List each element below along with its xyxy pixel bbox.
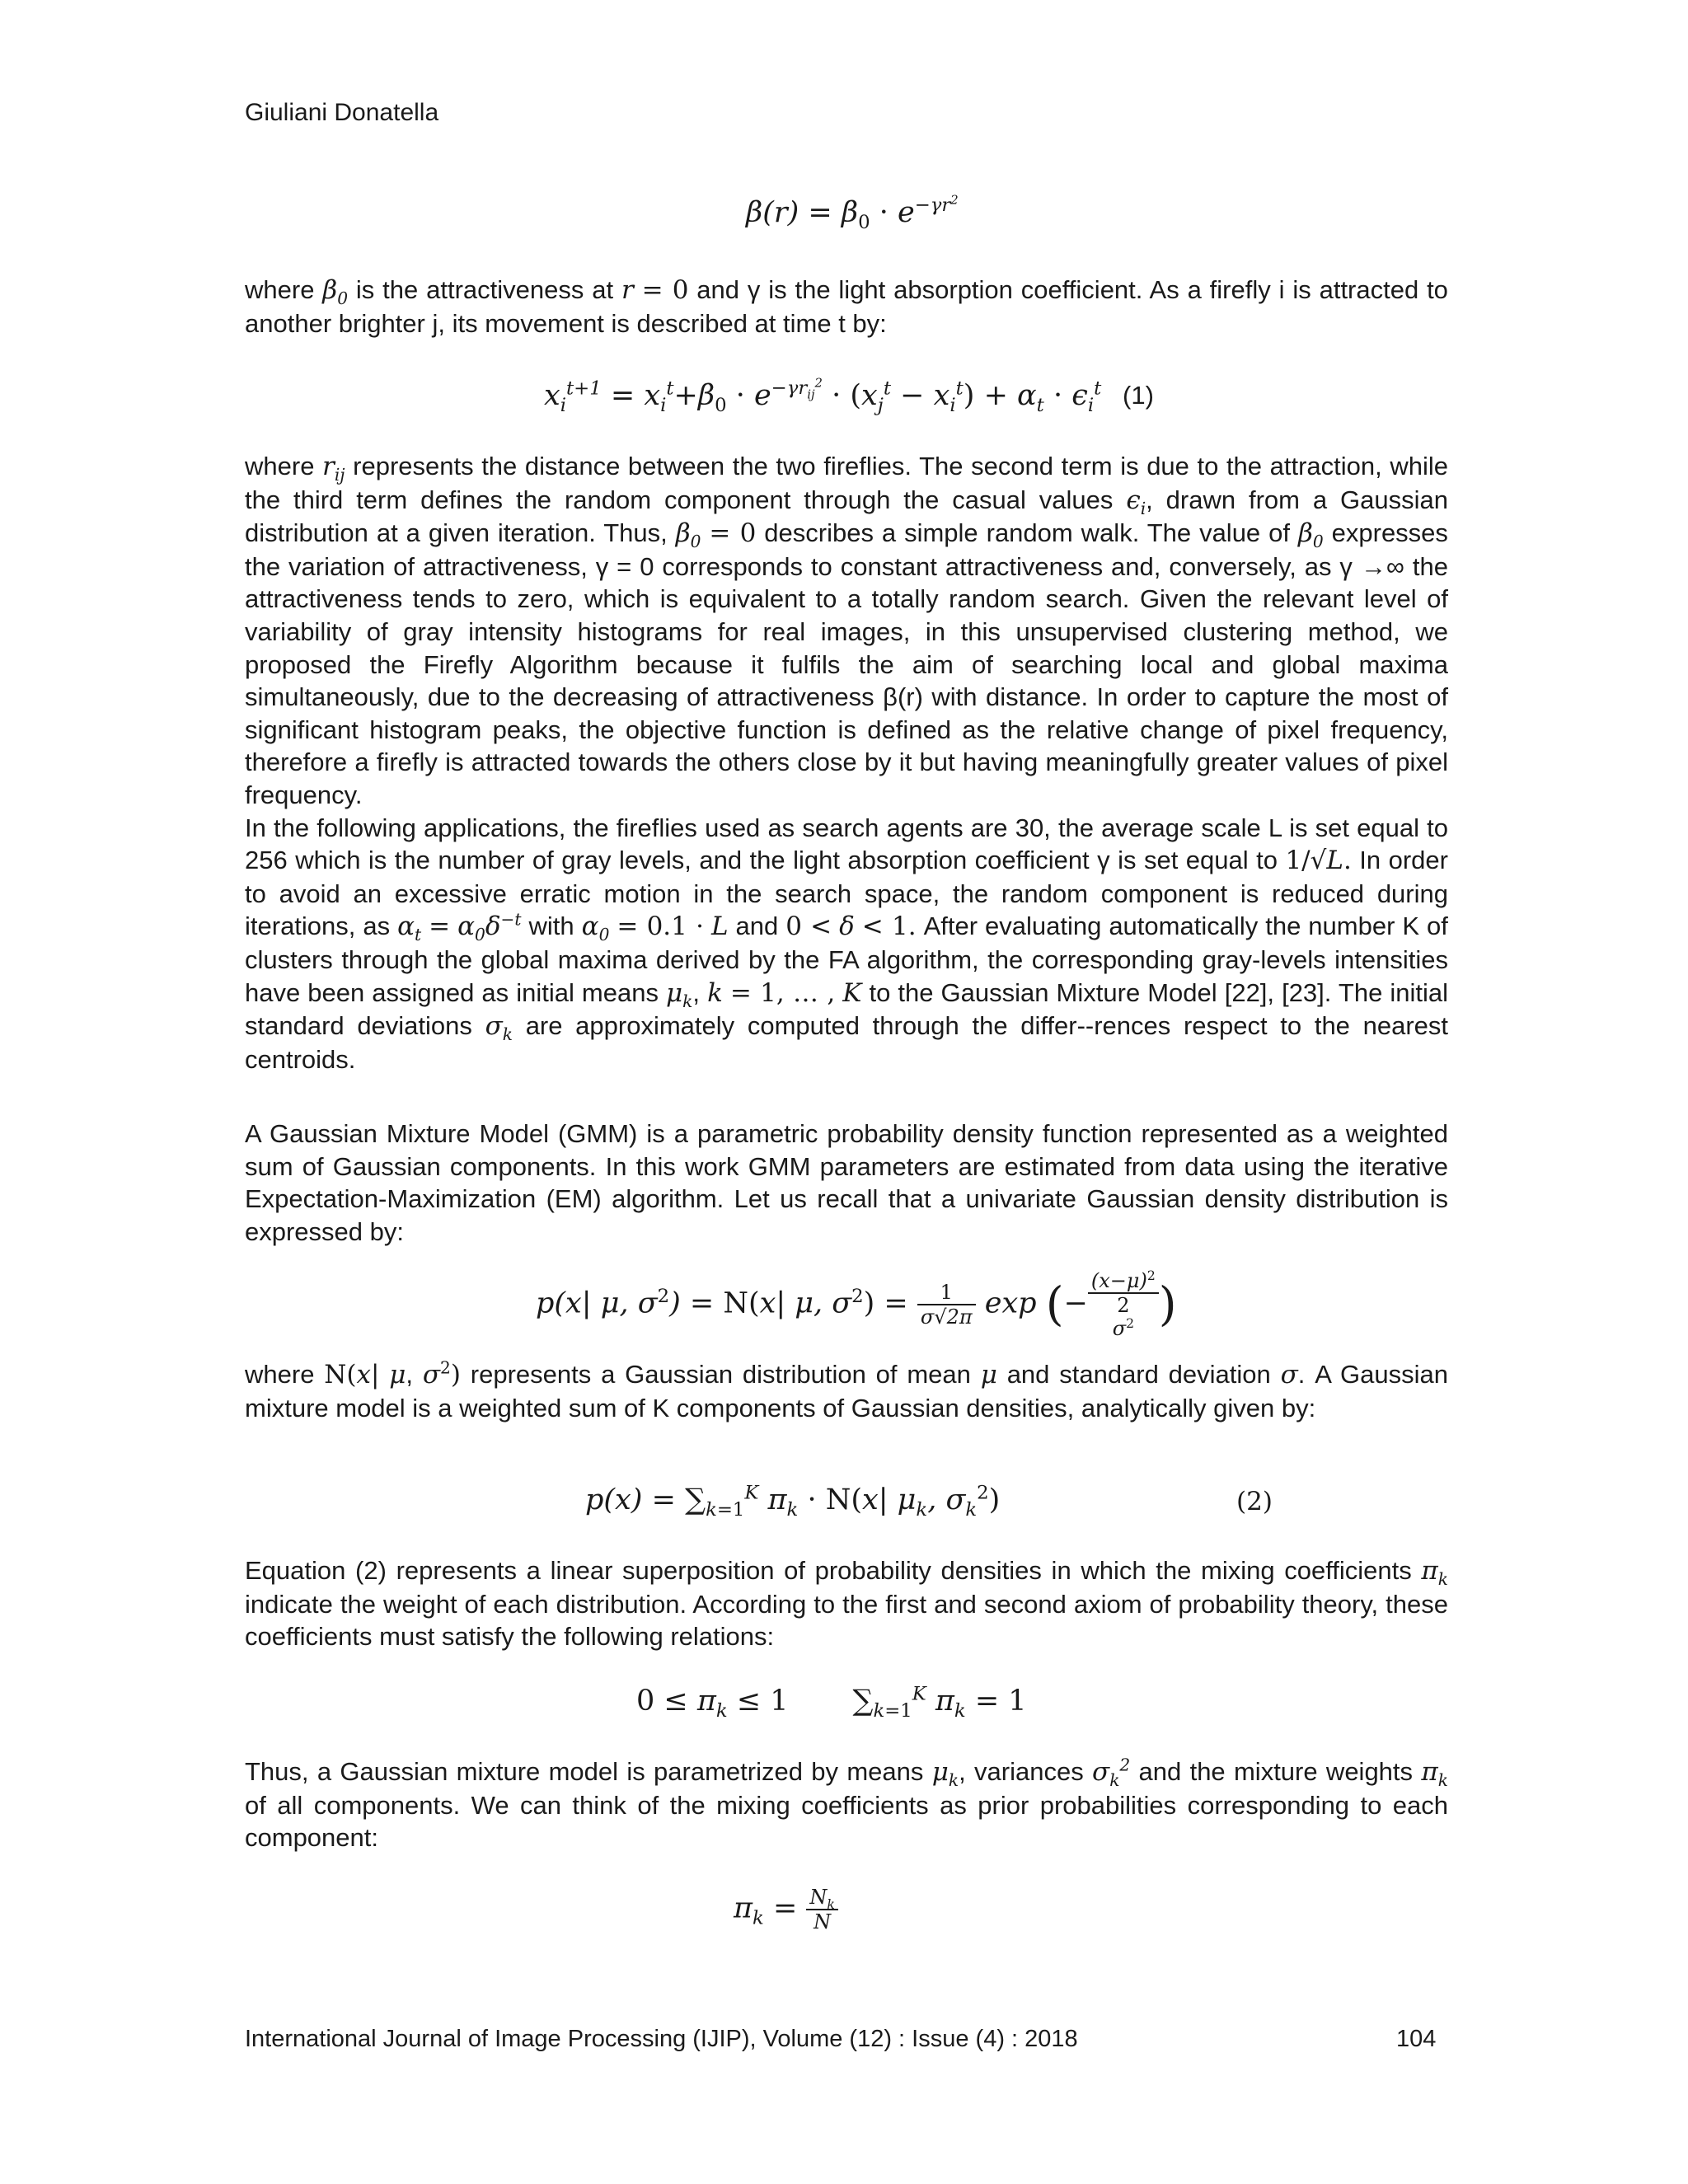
equation-attractiveness: $\beta(r) = \beta_0 \cdot e^{-\gamma r^2}$: [746, 193, 959, 233]
paragraph-firefly-description: where $r_{ij}$ represents the distance between the two fireflies. The second term is due to the attraction, while the third term defines the random component through the casual values $\epsilon_i$, drawn from a Gaussian distribution at a given iteration. Thus, $\beta_0 = 0$ describes a simple random walk. The value of $\beta_0$ expresses the variation of attractiveness, γ = 0 corresponds to constant attractiveness and, conversely, as γ →∞ the attractiveness tends to zero, which is equivalent to a totally random search. Given the relevant level of variability of gray intensity histograms for real images, in this unsupervised clustering method, we proposed the Firefly Algorithm because it fulfils the aim of searching local and global maxima simultaneously, due to the decreasing of attractiveness β(r) with distance. In order to capture the most of significant histogram peaks, the objective function is defined as the relative change of pixel frequency, therefore a firefly is attracted towards the others close by it but having meaningfully greater values of pixel frequency. In the following applications, the fireflies used as search agents are 30, the average scale L is set equal to 256 which is the number of gray levels, and the light absorption coefficient γ is set equal to 1/√L. In order to avoid an excessive erratic motion in the search space, the random component is reduced during iterations, as $\alpha_t = \alpha_0\delta^{-t}$ with $\alpha_0 = 0.1 \cdot L$ and 0 < δ < 1. After evaluating automatically the number K of clusters through the global maxima derived by the FA algorithm, the corresponding gray-levels intensities have been assigned as initial means $\mu_k$, k = 1, … , K to the Gaussian Mixture Model [22], [23]. The initial standard deviations $\sigma_k$ are approximately computed through the differ--rences respect to the nearest centroids.: [245, 452, 1449, 1074]
paragraph-gmm-intro: A Gaussian Mixture Model (GMM) is a parametric probability density function represented as a weighted sum of Gaussian components. In this work GMM parameters are estimated from data using the iterative Expectation-Maximization (EM) algorithm. Let us recall that a univariate Gaussian density distribution is expressed by:: [245, 1119, 1448, 1246]
equation-firefly-movement: $x_i^{t+1} = x_i^t+\beta_0 \cdot e^{-\gamma r_{ij}^2} \cdot (x_j^t - x_i^t) + \alpha_t \cdot \epsilon_i^t$: [544, 376, 1102, 416]
page-number: 104: [1396, 2026, 1437, 2052]
equation-number-2: (2): [1236, 1487, 1273, 1516]
running-header-author: Giuliani Donatella: [245, 99, 439, 126]
paragraph-superposition: Equation (2) represents a linear superposition of probability densities in which the mixing coefficients $\pi_k$ indicate the weight of each distribution. According to the first and second axiom of probability theory, these coefficients must satisfy the following relations:: [245, 1556, 1448, 1652]
equation-number-1: (1): [1123, 381, 1154, 410]
equation-constraints: $0 \le \pi_k \le 1$ $\sum_{k=1}^K$ $\pi_k = 1$: [636, 1683, 1027, 1722]
paragraph-parametrization: Thus, a Gaussian mixture model is parametrized by means $\mu_k$, variances $\sigma_k^2$ and the mixture weights $\pi_k$ of all components. We can think of the mixing coefficients as prior probabilities corresponding to each component:: [245, 1755, 1448, 1853]
equation-prior-probability: $\pi_k$ = $\frac{N_k}{N}$: [734, 1886, 838, 1933]
equation-gaussian-density: p(x| μ, $\sigma^2) = N(x|$ μ, $\sigma^2$) = $\frac{1}{\sigma√2\pi}$ exp (− $(x-\mu)^2$ 2 $\sigma^2$ ): [536, 1268, 1177, 1340]
equation-gmm: $p(x) = \sum_{k=1}^K$ $\pi_k \cdot N(x|$ $\mu_k$, $\sigma_k^2$): [585, 1482, 1001, 1521]
paragraph-beta-definition: where $\beta_0$ is the attractiveness at r = 0 and γ is the light absorption coefficient. As a firefly i is attracted to another brighter j, its movement is described at time t by:: [245, 275, 1448, 338]
footer-journal: International Journal of Image Processing (IJIP), Volume (12) : Issue (4) : 2018: [245, 2026, 1078, 2052]
paragraph-gaussian-definition: where N(x| μ, $\sigma^2$) represents a Gaussian distribution of mean μ and standard deviation σ. A Gaussian mixture model is a weighted sum of K components of Gaussian densities, analytically given by:: [245, 1357, 1448, 1422]
